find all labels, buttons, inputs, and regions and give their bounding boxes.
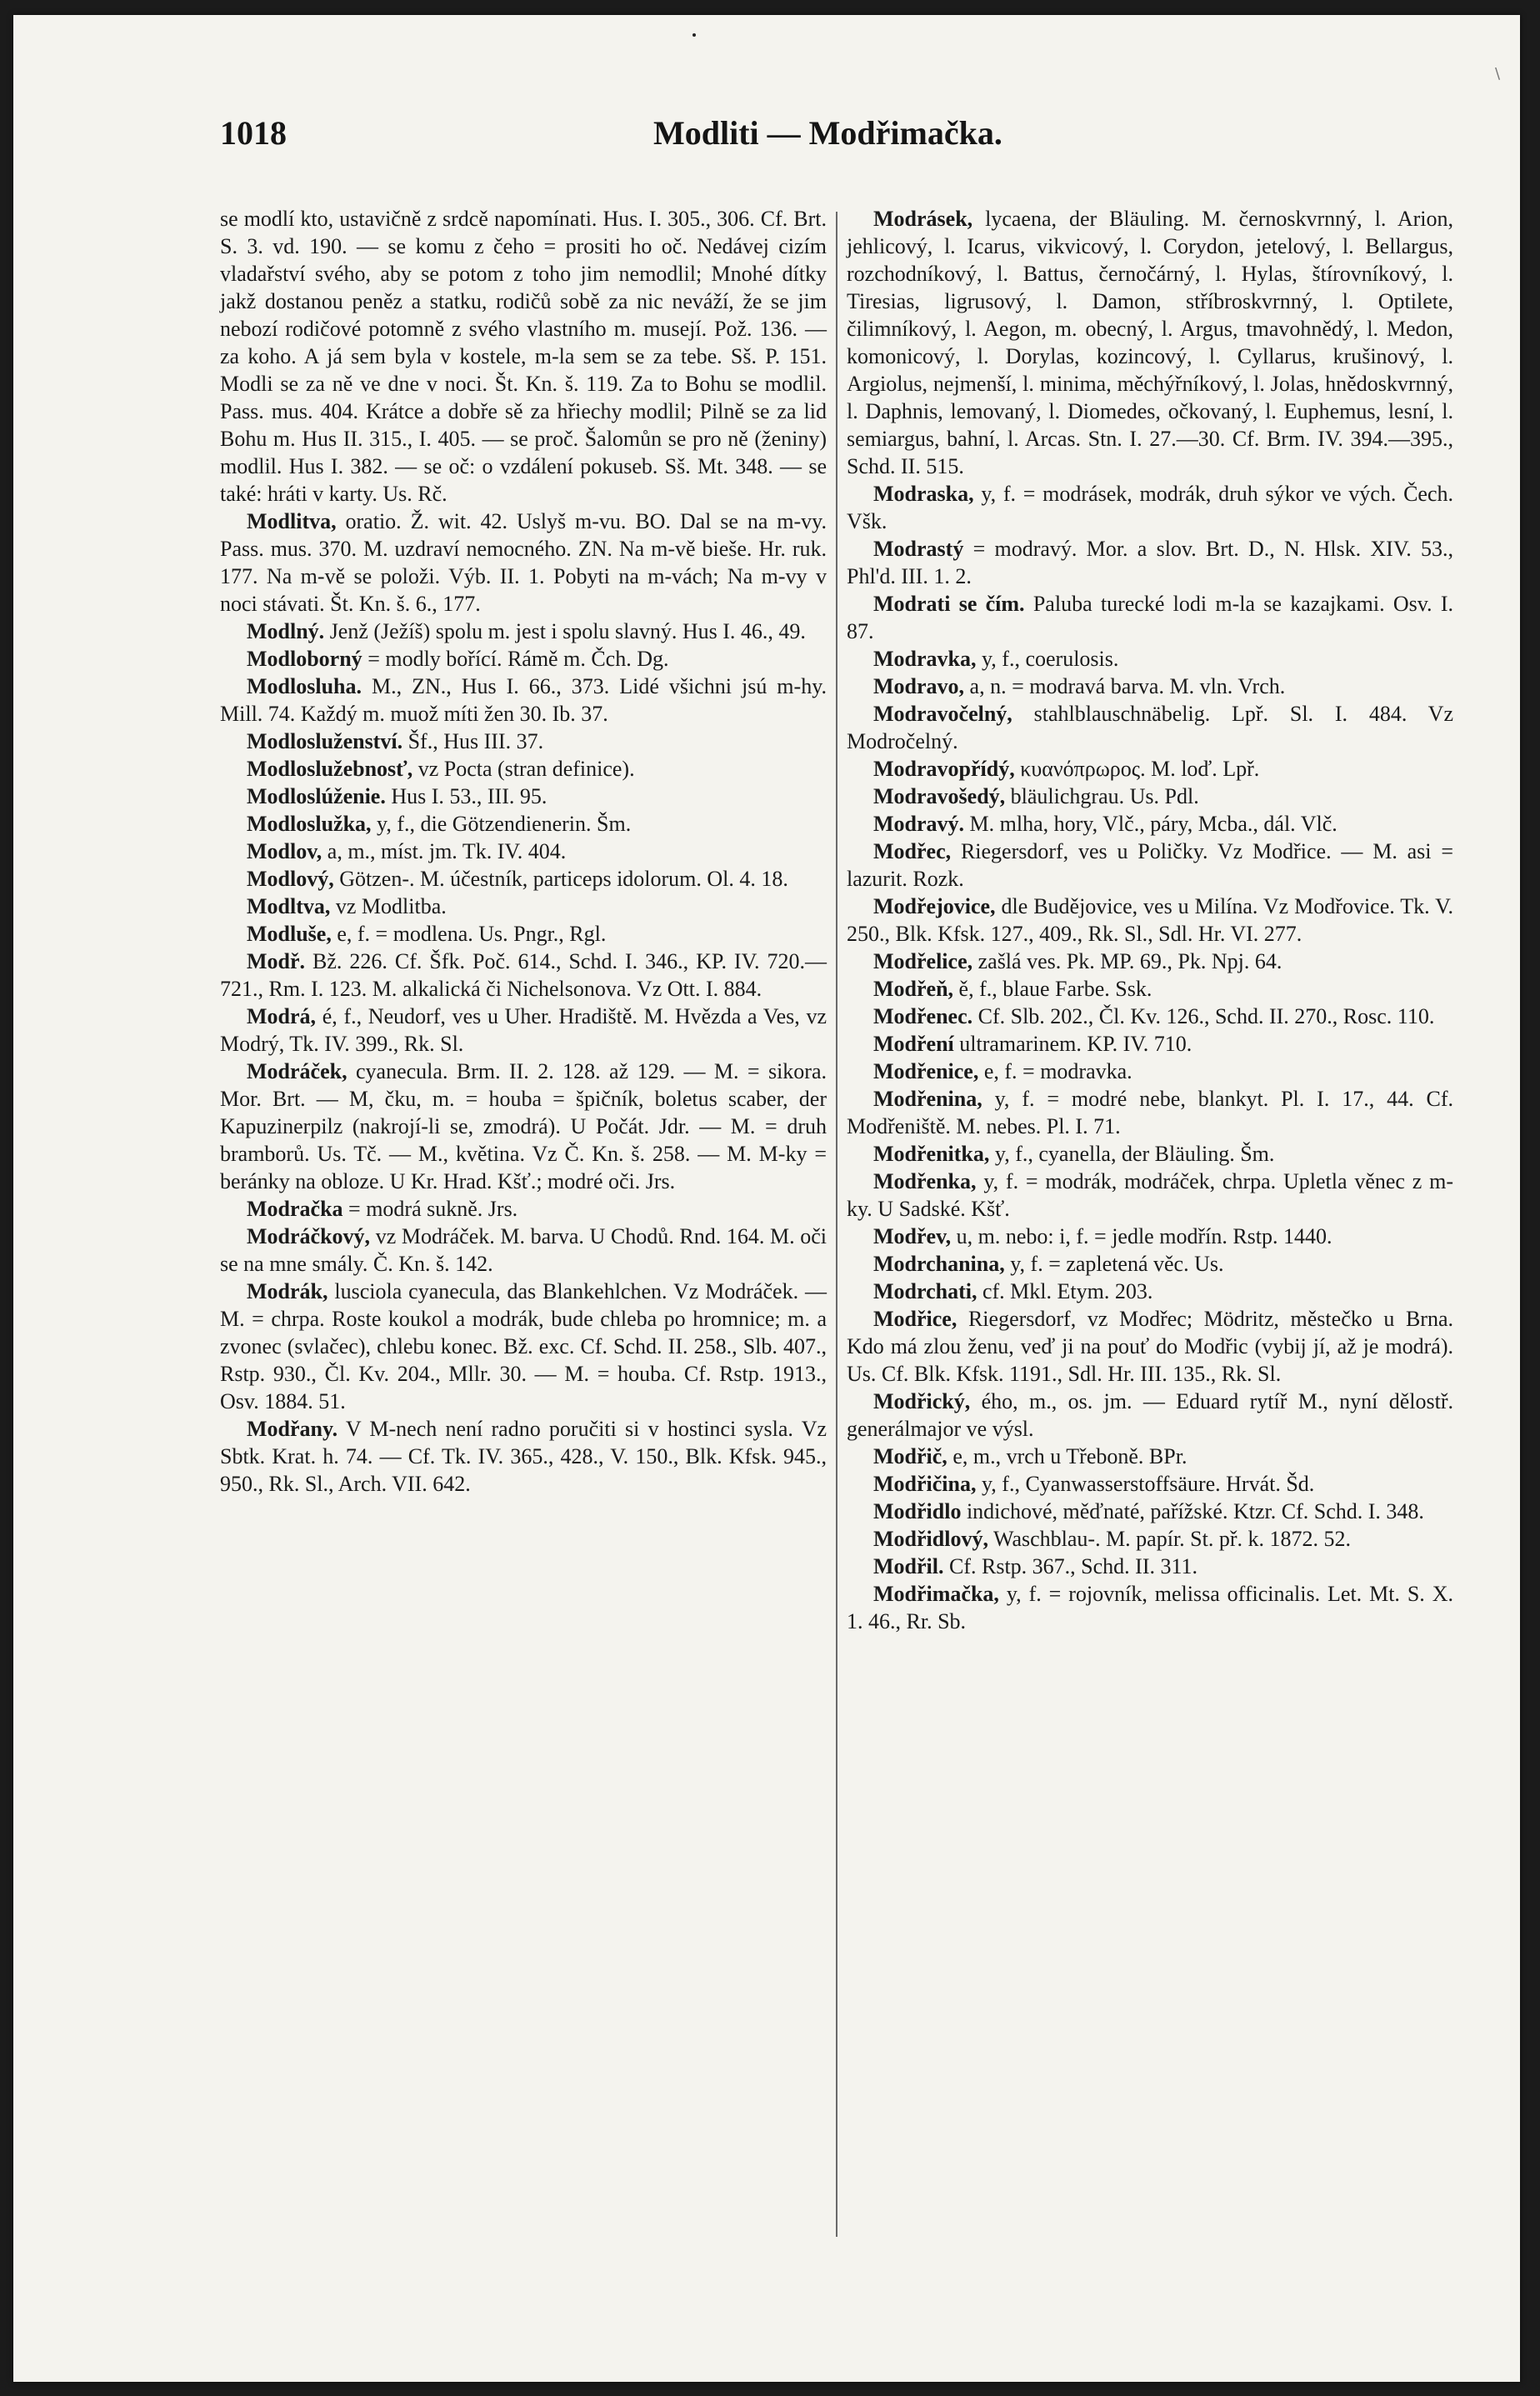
dictionary-entry xyxy=(847,645,1453,673)
entry-headword: Modřidlový, xyxy=(873,1527,988,1551)
entry-headword: Modřičina, xyxy=(873,1472,977,1496)
dictionary-entry xyxy=(220,1003,827,1058)
entry-headword: Modř. xyxy=(247,949,306,973)
dictionary-entry xyxy=(847,1553,1453,1580)
entry-text: Götzen-. M. účestník, particeps idolorum. Ol. 4. 18. xyxy=(339,867,788,891)
dictionary-entry xyxy=(847,975,1453,1003)
entry-headword: Modřev, xyxy=(873,1224,952,1248)
dictionary-entry xyxy=(220,673,827,728)
entry-text: Jenž (Ježíš) spolu m. jest i spolu slavný. Hus I. 46., 49. xyxy=(329,619,806,643)
left-column xyxy=(220,205,827,1498)
entry-headword: Modltva, xyxy=(247,894,331,918)
dictionary-entry xyxy=(220,865,827,893)
entry-text: = modrá sukně. Jrs. xyxy=(348,1197,518,1221)
dictionary-entry xyxy=(847,700,1453,755)
entry-text: u, m. nebo: i, f. = jedle modřín. Rstp. 1440. xyxy=(956,1224,1332,1248)
dictionary-entry xyxy=(220,1415,827,1498)
entry-headword: Modrati se čím. xyxy=(873,592,1025,616)
right-column xyxy=(847,205,1453,1635)
entry-text: Bž. 226. Cf. Šfk. Poč. 614., Schd. I. 346., KP. IV. 720.—721., Rm. I. 123. M. alkalická či Nichelsonova. Vz Ott. I. 884. xyxy=(220,949,827,1001)
entry-headword: Modrchati, xyxy=(873,1279,978,1303)
dictionary-entry xyxy=(847,1168,1453,1223)
entry-headword: Modravočelný, xyxy=(873,702,1012,726)
dictionary-entry xyxy=(847,1278,1453,1305)
entry-text: y, f. = rojovník, melissa officinalis. Let. Mt. S. X. 1. 46., Rr. Sb. xyxy=(847,1582,1454,1633)
entry-headword: Modřec, xyxy=(873,839,952,863)
entry-text: M. mlha, hory, Vlč., páry, Mcba., dál. Vlč. xyxy=(969,812,1338,836)
page-number: 1018 xyxy=(220,114,287,152)
entry-headword: Modlosluženství. xyxy=(247,729,403,753)
entry-text: Riegersdorf, vz Modřec; Mödritz, městečko u Brna. Kdo má zlou ženu, veď ji na pouť do Modřic (vybij jí, až je modrá). Us. Cf. Blk. Kfsk. 1191., Sdl. Hr. III. 135., Rk. Sl. xyxy=(847,1307,1453,1386)
dictionary-entry xyxy=(847,783,1453,810)
entry-text: stahlblauschnäbelig. Lpř. Sl. I. 484. Vz Modročelný. xyxy=(847,702,1453,753)
entry-headword: Modrchanina, xyxy=(873,1252,1005,1276)
entry-text: Hus I. 53., III. 95. xyxy=(391,784,548,808)
entry-text: Riegersdorf, ves u Poličky. Vz Modřice. — M. asi = lazurit. Rozk. xyxy=(847,839,1453,891)
entry-headword: Modřický, xyxy=(873,1389,971,1413)
entry-text: vz Pocta (stran definice). xyxy=(418,757,635,781)
dictionary-entry xyxy=(847,1140,1453,1168)
entry-text: oratio. Ž. wit. 42. Uslyš m-vu. BO. Dal se na m-vy. Pass. mus. 370. M. uzdraví nemocného. ZN. Na m-vě bieše. Hr. ruk. 177. Na m-vě se položi. Výb. II. 1. Pobyti na m-vách; Na m-vy v noci stávati. Št. Kn. š. 6., 177. xyxy=(220,509,827,616)
dictionary-page xyxy=(13,15,1520,2382)
entry-text: Cf. Rstp. 367., Schd. II. 311. xyxy=(949,1554,1198,1578)
dictionary-entry xyxy=(220,920,827,948)
entry-text: lusciola cyanecula, das Blankehlchen. Vz Modráček. — M. = chrpa. Roste koukol a modrák, bude chleba po hromnice; m. a zvonec (svlačec), chlebu konec. Bž. exc. Cf. Schd. II. 258., Slb. 407., Rstp. 930., Čl. Kv. 204., Mllr. 30. — M. = houba. Cf. Rstp. 1913., Osv. 1884. 51. xyxy=(220,1279,827,1413)
entry-text: e, f. = modravka. xyxy=(983,1059,1132,1083)
entry-headword: Modloslužka, xyxy=(247,812,372,836)
entry-headword: Modřelice, xyxy=(873,949,973,973)
entry-headword: Modlný. xyxy=(247,619,325,643)
entry-text: a, m., míst. jm. Tk. IV. 404. xyxy=(327,839,567,863)
column-divider xyxy=(836,212,838,2237)
entry-headword: Modlový, xyxy=(247,867,334,891)
entry-headword: Modřany. xyxy=(247,1417,338,1441)
dictionary-entry xyxy=(220,1058,827,1195)
dictionary-entry xyxy=(847,1525,1453,1553)
dictionary-entry xyxy=(220,1195,827,1223)
dictionary-entry xyxy=(220,838,827,865)
entry-headword: Modračka xyxy=(247,1197,343,1221)
dictionary-entry xyxy=(847,480,1453,535)
entry-text: é, f., Neudorf, ves u Uher. Hradiště. M. Hvězda a Ves, vz Modrý, Tk. IV. 399., Rk. Sl. xyxy=(220,1004,827,1056)
entry-headword: Modřenitka, xyxy=(873,1142,990,1166)
dictionary-entry xyxy=(220,810,827,838)
entry-headword: Modlov, xyxy=(247,839,322,863)
dictionary-entry xyxy=(847,1498,1453,1525)
entry-text: zašlá ves. Pk. MP. 69., Pk. Npj. 64. xyxy=(978,949,1282,973)
entry-headword: Modrák, xyxy=(247,1279,328,1303)
entry-text: = modly bořící. Rámě m. Čch. Dg. xyxy=(368,647,669,671)
entry-text: vz Modráček. M. barva. U Chodů. Rnd. 164. M. oči se na mne smály. Č. Kn. š. 142. xyxy=(220,1224,828,1276)
entry-headword: Modloslužebnosť, xyxy=(247,757,413,781)
entry-headword: Modravo, xyxy=(873,674,965,698)
entry-text: y, f. = modré nebe, blankyt. Pl. I. 17., 44. Cf. Modřeniště. M. nebes. Pl. I. 71. xyxy=(847,1087,1453,1138)
entry-text: Šf., Hus III. 37. xyxy=(408,729,544,753)
dictionary-entry xyxy=(847,590,1453,645)
print-speck xyxy=(692,33,696,37)
entry-text: Paluba turecké lodi m-la se kazajkami. Osv. I. 87. xyxy=(847,592,1453,643)
entry-headword: Modřenice, xyxy=(873,1059,979,1083)
entry-text: y, f., Cyanwasserstoffsäure. Hrvát. Šd. xyxy=(982,1472,1315,1496)
entry-text: = modravý. Mor. a slov. Brt. D., N. Hlsk. XIV. 53., Phl'd. III. 1. 2. xyxy=(847,537,1454,588)
entry-text: bläulichgrau. Us. Pdl. xyxy=(1010,784,1199,808)
dictionary-entry xyxy=(220,205,827,508)
entry-text: a, n. = modravá barva. M. vln. Vrch. xyxy=(969,674,1286,698)
entry-text: cf. Mkl. Etym. 203. xyxy=(982,1279,1153,1303)
dictionary-entry xyxy=(847,1580,1453,1635)
entry-headword: Modloborný xyxy=(247,647,362,671)
dictionary-entry xyxy=(847,1003,1453,1030)
entry-text: y, f. = modrásek, modrák, druh sýkor ve vých. Čech. Všk. xyxy=(847,482,1453,533)
dictionary-entry xyxy=(220,645,827,673)
entry-text: Cf. Slb. 202., Čl. Kv. 126., Schd. II. 270., Rosc. 110. xyxy=(978,1004,1435,1028)
dictionary-entry xyxy=(847,1030,1453,1058)
entry-headword: Modrásek, xyxy=(873,207,973,231)
entry-text: Waschblau-. M. papír. St. př. k. 1872. 52. xyxy=(992,1527,1352,1551)
dictionary-entry xyxy=(220,755,827,783)
entry-text: y, f. = modrák, modráček, chrpa. Upletla věnec z m-ky. U Sadské. Kšť. xyxy=(847,1169,1453,1221)
dictionary-entry xyxy=(847,1388,1453,1443)
dictionary-entry xyxy=(220,508,827,618)
entry-headword: Modraska, xyxy=(873,482,974,506)
entry-headword: Modřice, xyxy=(873,1307,958,1331)
entry-headword: Modravošedý, xyxy=(873,784,1006,808)
dictionary-entry xyxy=(847,1470,1453,1498)
dictionary-entry xyxy=(847,1058,1453,1085)
entry-text: ultramarinem. KP. IV. 710. xyxy=(959,1032,1192,1056)
dictionary-entry xyxy=(847,893,1453,948)
entry-headword: Modřidlo xyxy=(873,1499,962,1523)
margin-mark: \ xyxy=(1495,65,1501,83)
entry-text: se modlí kto, ustavičně z srdcě napomínati. Hus. I. 305., 306. Cf. Brt. S. 3. vd. 190. — se komu z čeho = prositi ho oč. Nedávej cizím vladařství svého, aby se potom z toho jim nemodlil; Mnohé dítky jakž dostanou peněz a statku, rodičů sobě za nic neváží, že se jim nebozí rodičové potomně z svého vlastního m. musejí. Pož. 136. — za koho. A já sem byla v kostele, m-la sem se za tebe. Sš. P. 151. Modli se za ně ve dne v noci. Št. Kn. š. 119. Za to Bohu se modlil. Pass. mus. 404. Krátce a dobře sě za hřiechy modlil; Pilně se za lid Bohu m. Hus II. 315., I. 405. — se proč. Šalomůn se pro ně (ženiny) modlil. Hus I. 382. — se oč: o vzdálení pokuseb. Sš. Mt. 348. — se také: hráti v karty. Us. Rč. xyxy=(220,207,827,506)
entry-text: y, f., die Götzendienerin. Šm. xyxy=(377,812,632,836)
entry-text: cyanecula. Brm. II. 2. 128. až 129. — M. = sikora. Mor. Brt. — M, čku, m. = houba = špičník, boletus scaber, der Kapuzinerpilz (nakrojí-li se, zmodrá). U Počát. Jdr. — M. = druh bramborů. Us. Tč. — M., květina. Vz Č. Kn. š. 258. — M. M-ky = beránky na obloze. U Kr. Hrad. Kšť.; modré oči. Jrs. xyxy=(220,1059,828,1193)
dictionary-entry xyxy=(847,1443,1453,1470)
dictionary-entry xyxy=(847,755,1453,783)
dictionary-entry xyxy=(847,948,1453,975)
entry-headword: Modloslúženie. xyxy=(247,784,386,808)
dictionary-entry xyxy=(220,948,827,1003)
entry-text: y, f., coerulosis. xyxy=(982,647,1119,671)
entry-headword: Modřenina, xyxy=(873,1087,982,1111)
entry-headword: Modrá, xyxy=(247,1004,317,1028)
running-head: Modliti — Modřimačka. xyxy=(653,114,1002,152)
entry-text: vz Modlitba. xyxy=(335,894,447,918)
dictionary-entry xyxy=(847,838,1453,893)
entry-headword: Modření xyxy=(873,1032,954,1056)
entry-text: e, m., vrch u Třeboně. BPr. xyxy=(952,1444,1188,1468)
entry-text: ého, m., os. jm. — Eduard rytíř M., nyní dělostř. generálmajor ve výsl. xyxy=(847,1389,1454,1441)
entry-headword: Modřejovice, xyxy=(873,894,996,918)
entry-headword: Modřič, xyxy=(873,1444,948,1468)
entry-text: y, f. = zapletená věc. Us. xyxy=(1010,1252,1224,1276)
entry-text: dle Budějovice, ves u Milína. Vz Modřovice. Tk. V. 250., Blk. Kfsk. 127., 409., Rk. Sl., Sdl. Hr. VI. 277. xyxy=(847,894,1453,946)
entry-headword: Modluše, xyxy=(247,922,332,946)
dictionary-entry xyxy=(220,1223,827,1278)
dictionary-entry xyxy=(847,1223,1453,1250)
dictionary-entry xyxy=(847,1250,1453,1278)
dictionary-entry xyxy=(220,893,827,920)
dictionary-entry xyxy=(847,1085,1453,1140)
entry-headword: Modravopřídý, xyxy=(873,757,1015,781)
entry-headword: Modlosluha. xyxy=(247,674,362,698)
entry-text: ě, f., blaue Farbe. Ssk. xyxy=(958,977,1152,1001)
dictionary-entry xyxy=(847,205,1453,480)
entry-headword: Modráček, xyxy=(247,1059,348,1083)
entry-headword: Modřeň, xyxy=(873,977,954,1001)
entry-text: lycaena, der Bläuling. M. černoskvrnný, l. Arion, jehlicový, l. Icarus, vikvicový, l. Corydon, jetelový, l. Bellargus, rozchodníkový, l. Battus, černočárný, l. Hylas, štírovníkový, l. Tiresias, ligrusový, l. Damon, stříbroskvrnný, l. Optilete, čilimníkový, l. Aegon, m. obecný, l. Argus, tmavohnědý, l. Medon, komonicový, l. Dorylas, kozincový, l. Cyllarus, krušinový, l. Argiolus, nejmenší, l. minima, měchýřníkový, l. Jolas, hnědoskvrnný, l. Daphnis, lemovaný, l. Diomedes, očkovaný, l. Euphemus, lesní, l. semiargus, bahní, l. Arcas. Stn. I. 27.—30. Cf. Brm. IV. 394.—395., Schd. II. 515. xyxy=(847,207,1454,478)
dictionary-entry xyxy=(220,783,827,810)
entry-headword: Modřil. xyxy=(873,1554,944,1578)
entry-text: e, f. = modlena. Us. Pngr., Rgl. xyxy=(337,922,607,946)
entry-headword: Modlitva, xyxy=(247,509,337,533)
entry-headword: Modrastý xyxy=(873,537,964,561)
entry-headword: Modráčkový, xyxy=(247,1224,371,1248)
entry-text: κυανόπρωρος. M. loď. Lpř. xyxy=(1020,757,1260,781)
dictionary-entry xyxy=(847,810,1453,838)
dictionary-entry xyxy=(220,618,827,645)
dictionary-entry xyxy=(847,1305,1453,1388)
entry-headword: Modřenec. xyxy=(873,1004,973,1028)
entry-headword: Modravka, xyxy=(873,647,977,671)
dictionary-entry xyxy=(220,1278,827,1415)
entry-text: indichové, měďnaté, pařížské. Ktzr. Cf. Schd. I. 348. xyxy=(966,1499,1424,1523)
entry-headword: Modřenka, xyxy=(873,1169,977,1193)
dictionary-entry xyxy=(847,673,1453,700)
entry-text: V M-nech není radno poručiti si v hostinci sysla. Vz Sbtk. Krat. h. 74. — Cf. Tk. IV. 365., 428., V. 150., Blk. Kfsk. 945., 950., Rk. Sl., Arch. VII. 642. xyxy=(220,1417,828,1496)
dictionary-entry xyxy=(847,535,1453,590)
dictionary-entry xyxy=(220,728,827,755)
entry-headword: Modřimačka, xyxy=(873,1582,999,1606)
entry-text: y, f., cyanella, der Bläuling. Šm. xyxy=(994,1142,1275,1166)
entry-headword: Modravý. xyxy=(873,812,965,836)
entry-text: M., ZN., Hus I. 66., 373. Lidé všichni jsú m-hy. Mill. 74. Každý m. muož míti žen 30. Ib. 37. xyxy=(220,674,828,726)
page-header xyxy=(220,113,1478,172)
